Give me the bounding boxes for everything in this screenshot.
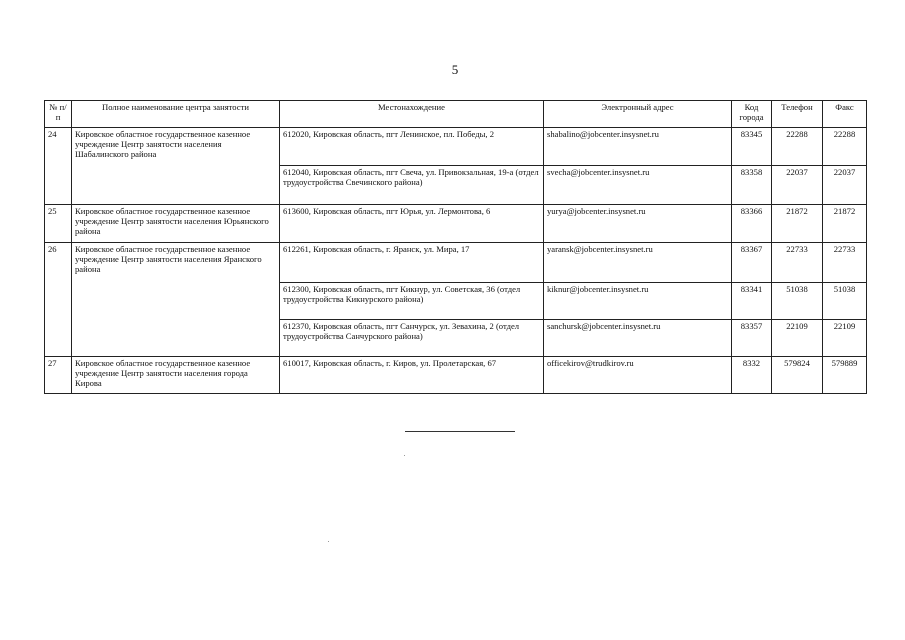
center-name: Кировское областное государственное казенное учреждение Центр занятости населения города Кирова [72, 357, 280, 394]
email-link[interactable]: svecha@jobcenter.insysnet.ru [544, 166, 732, 205]
phone: 21872 [772, 205, 823, 243]
email-link[interactable]: shabalino@jobcenter.insysnet.ru [544, 128, 732, 166]
row-num: 25 [45, 205, 72, 243]
email-link[interactable]: sanchursk@jobcenter.insysnet.ru [544, 320, 732, 357]
fax: 51038 [823, 283, 867, 320]
center-name: Кировское областное государственное казенное учреждение Центр занятости населения Шабалинского района [72, 128, 280, 205]
phone: 22733 [772, 243, 823, 283]
center-address: 612370, Кировская область, пгт Санчурск, ул. Зевахина, 2 (отдел трудоустройства Санчурского района) [280, 320, 544, 357]
header-email: Электронный адрес [544, 101, 732, 128]
row-num: 26 [45, 243, 72, 357]
header-address: Местонахождение [280, 101, 544, 128]
header-num: № п/п [45, 101, 72, 128]
header-phone: Телефон [772, 101, 823, 128]
fax: 22037 [823, 166, 867, 205]
email-link[interactable]: yaransk@jobcenter.insysnet.ru [544, 243, 732, 283]
scan-speck [328, 541, 329, 542]
phone: 22109 [772, 320, 823, 357]
fax: 22109 [823, 320, 867, 357]
header-code: Код города [732, 101, 772, 128]
row-num: 24 [45, 128, 72, 205]
center-address: 613600, Кировская область, пгт Юрья, ул. Лермонтова, 6 [280, 205, 544, 243]
phone: 579824 [772, 357, 823, 394]
header-name: Полное наименование центра занятости [72, 101, 280, 128]
header-fax: Факс [823, 101, 867, 128]
table-row [45, 243, 867, 283]
center-name: Кировское областное государственное казенное учреждение Центр занятости населения Юрьянского района [72, 205, 280, 243]
city-code: 83341 [732, 283, 772, 320]
fax: 22733 [823, 243, 867, 283]
table-row [45, 205, 867, 243]
phone: 22037 [772, 166, 823, 205]
fax: 22288 [823, 128, 867, 166]
center-name: Кировское областное государственное казенное учреждение Центр занятости населения Яранского района [72, 243, 280, 357]
employment-centers-table [44, 100, 867, 394]
city-code: 83358 [732, 166, 772, 205]
city-code: 83367 [732, 243, 772, 283]
fax: 21872 [823, 205, 867, 243]
center-address: 612020, Кировская область, пгт Ленинское, пл. Победы, 2 [280, 128, 544, 166]
row-num: 27 [45, 357, 72, 394]
center-address: 610017, Кировская область, г. Киров, ул. Пролетарская, 67 [280, 357, 544, 394]
scan-speck [404, 455, 405, 456]
page-number: 5 [451, 62, 459, 77]
phone: 22288 [772, 128, 823, 166]
city-code: 83345 [732, 128, 772, 166]
table-row [45, 357, 867, 394]
city-code: 8332 [732, 357, 772, 394]
center-address: 612261, Кировская область, г. Яранск, ул. Мира, 17 [280, 243, 544, 283]
center-address: 612040, Кировская область, пгт Свеча, ул. Привокзальная, 19-а (отдел трудоустройства Свечинского района) [280, 166, 544, 205]
email-link[interactable]: yurya@jobcenter.insysnet.ru [544, 205, 732, 243]
city-code: 83366 [732, 205, 772, 243]
phone: 51038 [772, 283, 823, 320]
table-header-row [45, 101, 867, 128]
email-link[interactable]: officekirov@trudkirov.ru [544, 357, 732, 394]
table-row [45, 128, 867, 166]
fax: 579889 [823, 357, 867, 394]
email-link[interactable]: kiknur@jobcenter.insysnet.ru [544, 283, 732, 320]
city-code: 83357 [732, 320, 772, 357]
center-address: 612300, Кировская область, пгт Кикнур, ул. Советская, 36 (отдел трудоустройства Кикнурского района) [280, 283, 544, 320]
footer-divider [405, 431, 515, 432]
